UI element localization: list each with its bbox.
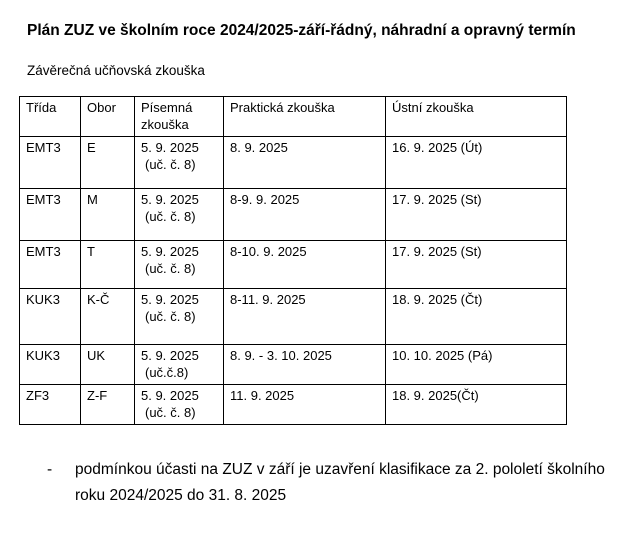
cell-prakticka: 8-10. 9. 2025 — [224, 241, 386, 289]
pisemna-date: 5. 9. 2025 — [141, 192, 199, 207]
cell-obor: M — [81, 189, 135, 241]
cell-prakticka: 8. 9. 2025 — [224, 137, 386, 189]
note-text: podmínkou účasti na ZUZ v září je uzavření klasifikace za 2. pololetí školního roku 2024/2025 do 31. 8. 2025 — [75, 461, 605, 504]
cell-trida: KUK3 — [20, 289, 81, 345]
cell-ustni: 17. 9. 2025 (St) — [386, 189, 567, 241]
pisemna-date: 5. 9. 2025 — [141, 244, 199, 259]
table-row — [20, 345, 567, 385]
pisemna-date: 5. 9. 2025 — [141, 348, 199, 363]
table-row — [20, 385, 567, 425]
exam-schedule-table — [19, 96, 567, 425]
cell-trida: EMT3 — [20, 241, 81, 289]
cell-obor: Z-F — [81, 385, 135, 425]
cell-obor: T — [81, 241, 135, 289]
table-row — [20, 241, 567, 289]
table-row — [20, 189, 567, 241]
pisemna-date: 5. 9. 2025 — [141, 292, 199, 307]
cell-prakticka: 8-11. 9. 2025 — [224, 289, 386, 345]
pisemna-room: (uč. č. 8) — [145, 261, 196, 276]
header-prakticka: Praktická zkouška — [224, 97, 386, 137]
cell-obor: E — [81, 137, 135, 189]
header-pisemna: Písemná zkouška — [135, 97, 224, 137]
cell-trida: EMT3 — [20, 137, 81, 189]
cell-pisemna — [135, 345, 224, 385]
cell-pisemna — [135, 385, 224, 425]
pisemna-room: (uč.č.8) — [145, 365, 189, 380]
pisemna-room: (uč. č. 8) — [145, 209, 196, 224]
cell-pisemna — [135, 189, 224, 241]
document-subtitle: Závěrečná učňovská zkouška — [27, 63, 205, 78]
cell-obor: K-Č — [81, 289, 135, 345]
header-trida: Třída — [20, 97, 81, 137]
cell-obor: UK — [81, 345, 135, 385]
header-obor: Obor — [81, 97, 135, 137]
pisemna-room: (uč. č. 8) — [145, 157, 196, 172]
cell-prakticka: 8-9. 9. 2025 — [224, 189, 386, 241]
table-header-row — [20, 97, 567, 137]
bullet-dash: - — [47, 461, 53, 478]
pisemna-room: (uč. č. 8) — [145, 309, 196, 324]
table-row — [20, 289, 567, 345]
table-row — [20, 137, 567, 189]
cell-pisemna — [135, 137, 224, 189]
pisemna-date: 5. 9. 2025 — [141, 140, 199, 155]
cell-ustni: 18. 9. 2025(Čt) — [386, 385, 567, 425]
cell-ustni: 10. 10. 2025 (Pá) — [386, 345, 567, 385]
cell-pisemna — [135, 289, 224, 345]
cell-ustni: 18. 9. 2025 (Čt) — [386, 289, 567, 345]
document-title: Plán ZUZ ve školním roce 2024/2025-září-řádný, náhradní a opravný termín — [27, 22, 576, 39]
cell-trida: KUK3 — [20, 345, 81, 385]
cell-trida: ZF3 — [20, 385, 81, 425]
pisemna-room: (uč. č. 8) — [145, 405, 196, 420]
cell-prakticka: 11. 9. 2025 — [224, 385, 386, 425]
cell-trida: EMT3 — [20, 189, 81, 241]
header-ustni: Ústní zkouška — [386, 97, 567, 137]
cell-prakticka: 8. 9. - 3. 10. 2025 — [224, 345, 386, 385]
cell-ustni: 17. 9. 2025 (St) — [386, 241, 567, 289]
cell-ustni: 16. 9. 2025 (Út) — [386, 137, 567, 189]
cell-pisemna — [135, 241, 224, 289]
pisemna-date: 5. 9. 2025 — [141, 388, 199, 403]
